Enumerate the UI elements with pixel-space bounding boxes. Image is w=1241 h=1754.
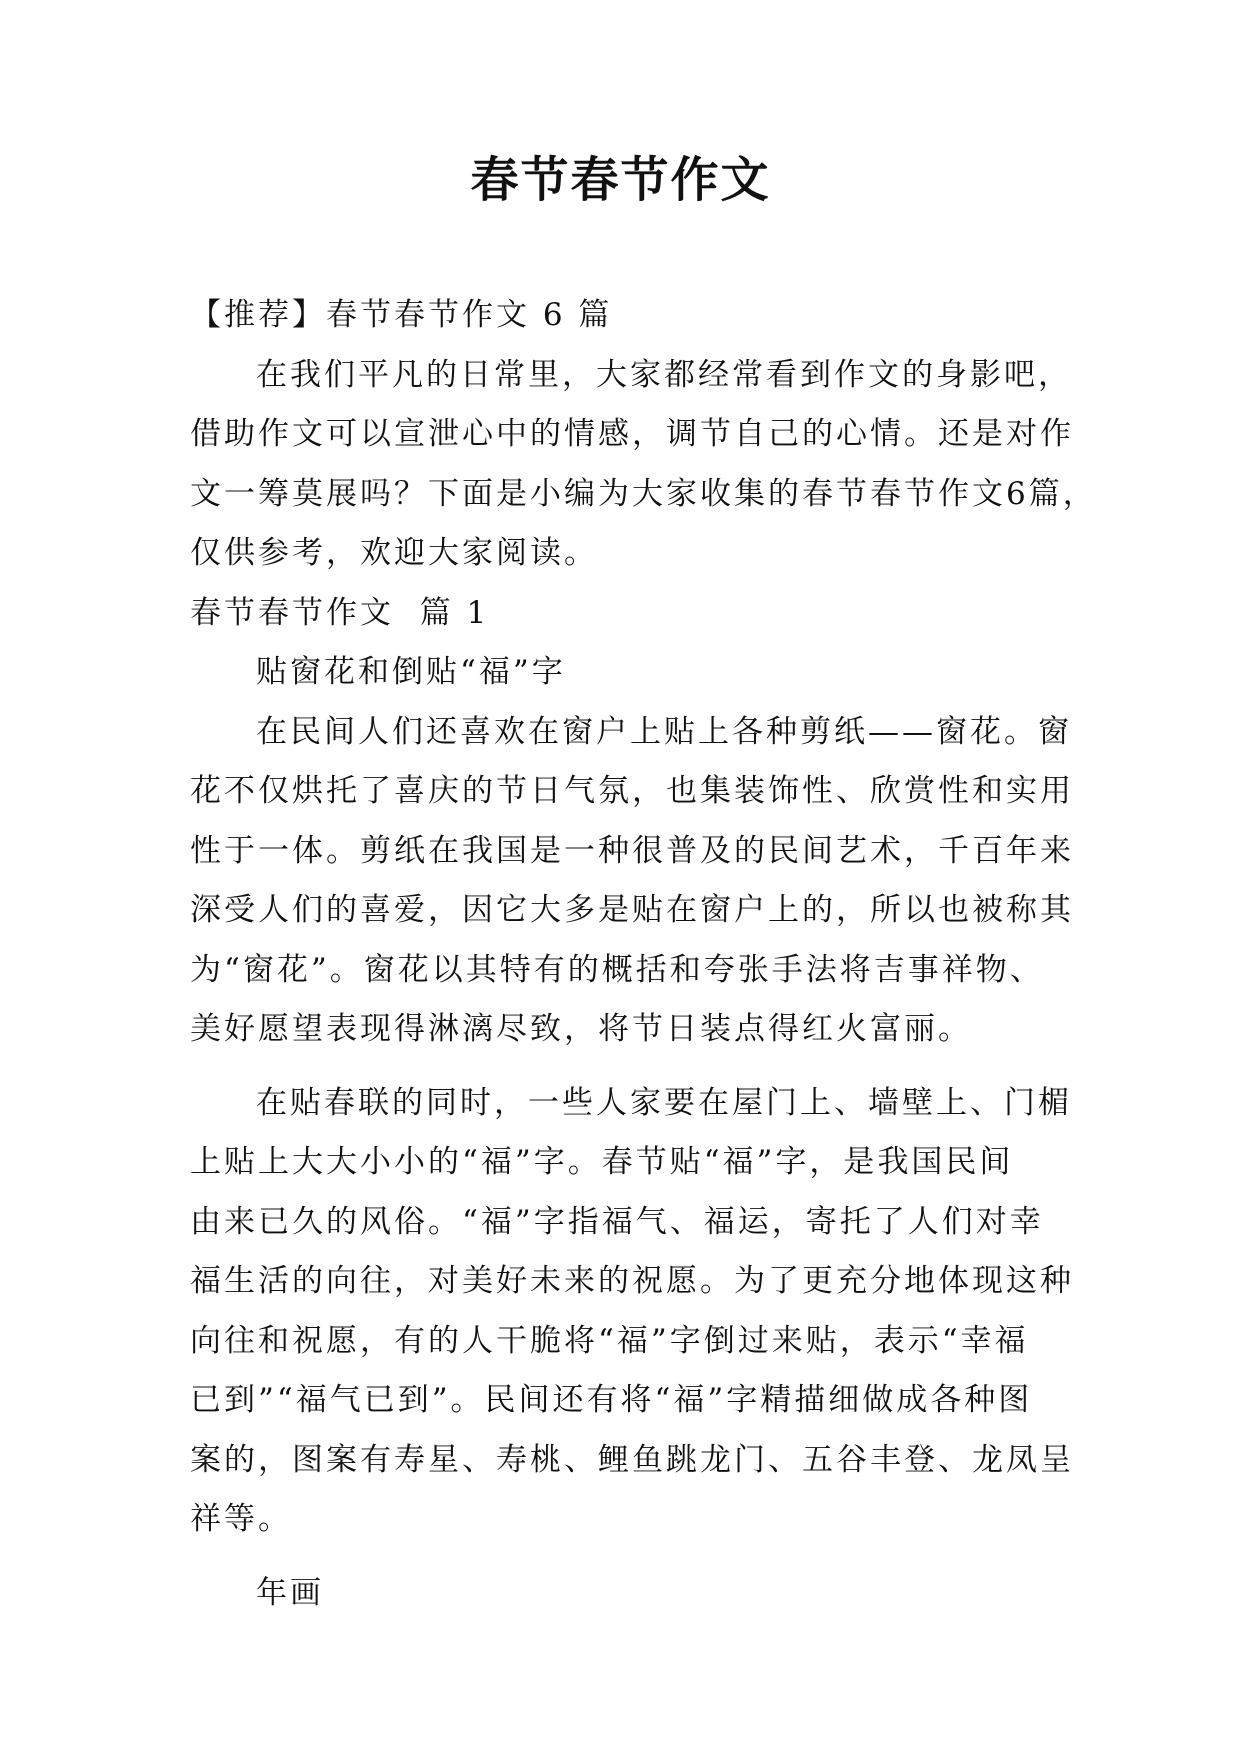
intro-line: 仅供参考，欢迎大家阅读。 (190, 535, 598, 571)
paragraph-line: 祥等。 (190, 1501, 292, 1537)
subheading: 年画 (256, 1574, 324, 1611)
paragraph-line: 性于一体。剪纸在我国是一种很普及的民间艺术，千百年来 (190, 832, 1074, 869)
paragraph-line: 已到”“福气已到”。民间还有将“福”字精描细做成各种图 (190, 1382, 1033, 1418)
section-heading: 春节春节作文 篇 1 (190, 594, 490, 631)
intro-line: 借助作文可以宣泄心中的情感，调节自己的心情。还是对作 (190, 416, 1074, 452)
paragraph-line: 花不仅烘托了喜庆的节日气氛，也集装饰性、欣赏性和实用 (190, 773, 1074, 809)
paragraph-line: 由来已久的风俗。“福”字指福气、福运，寄托了人们对幸 (190, 1203, 1044, 1240)
paragraph-line: 深受人们的喜爱，因它大多是贴在窗户上的，所以也被称其 (190, 892, 1074, 928)
paragraph-line: 为“窗花”。窗花以其特有的概括和夸张手法将吉事祥物、 (190, 951, 1044, 988)
paragraph-line: 福生活的向往，对美好未来的祝愿。为了更充分地体现这种 (190, 1263, 1074, 1299)
recommend-heading: 【推荐】春节春节作文 6 篇 (190, 297, 613, 333)
paragraph-line: 案的，图案有寿星、寿桃、鲤鱼跳龙门、五谷丰登、龙凤呈 (190, 1441, 1074, 1478)
subheading: 贴窗花和倒贴“福”字 (256, 654, 566, 690)
paragraph-line: 在贴春联的同时，一些人家要在屋门上、墙壁上、门楣 (256, 1084, 1072, 1121)
paragraph-line: 向往和祝愿，有的人干脆将“福”字倒过来贴，表示“幸福 (190, 1322, 1029, 1359)
intro-line: 文一筹莫展吗？下面是小编为大家收集的春节春节作文6篇， (190, 475, 1097, 512)
document-title: 春节春节作文 (470, 152, 771, 208)
paragraph-line: 美好愿望表现得淋漓尽致，将节日装点得红火富丽。 (190, 1011, 972, 1047)
paragraph-line: 上贴上大大小小的“福”字。春节贴“福”字，是我国民间 (190, 1144, 1014, 1180)
intro-line: 在我们平凡的日常里，大家都经常看到作文的身影吧， (256, 356, 1072, 393)
document-body (190, 286, 1097, 1623)
paragraph-gap (190, 1060, 1070, 1074)
paragraph-gap (190, 1550, 1070, 1564)
paragraph-line: 在民间人们还喜欢在窗户上贴上各种剪纸——窗花。窗 (256, 713, 1072, 750)
